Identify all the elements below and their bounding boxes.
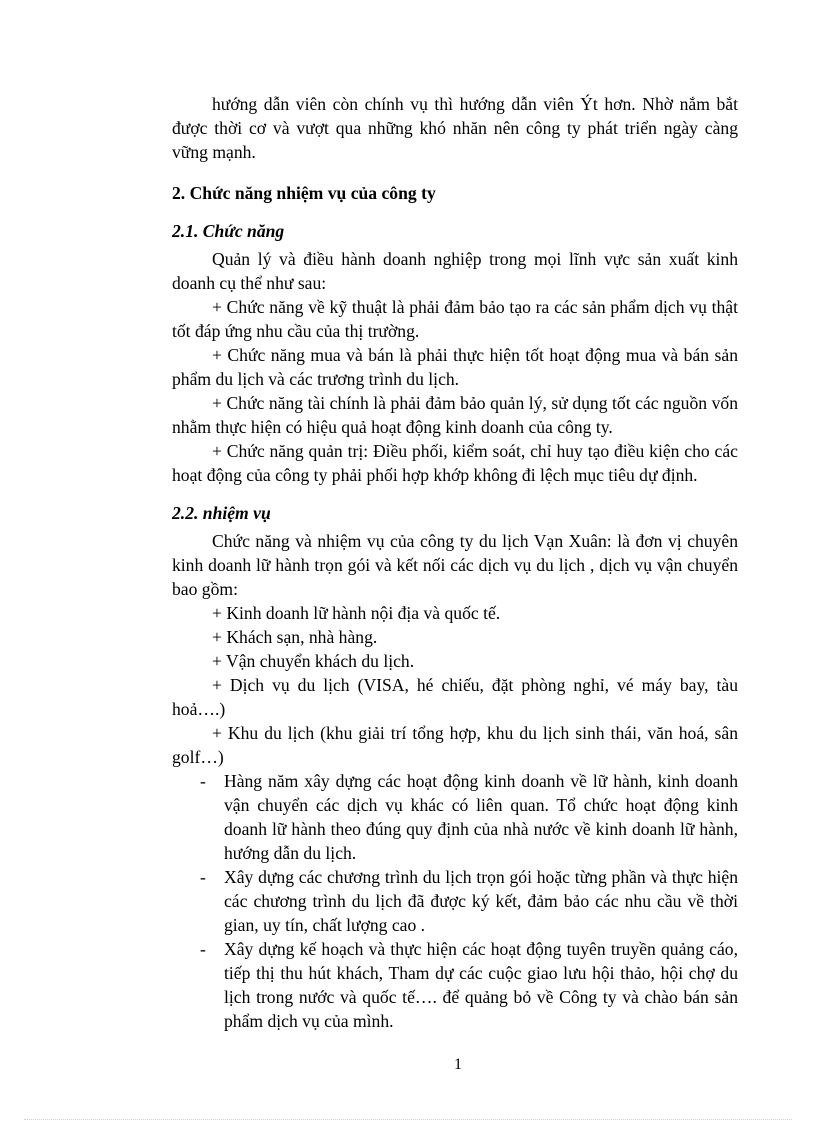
paragraph: + Vận chuyển khách du lịch. (212, 651, 415, 671)
list-item-text: Xây dựng kế hoạch và thực hiện các hoạt động tuyên truyền quảng cáo, tiếp thị thu hút khách, Tham dự các cuộc giao lưu hội thảo, hội chợ du lịch trong nước và quốc tế…. để quảng bỏ về Công ty và chào bán sản phẩm dịch vụ của mình. (224, 939, 738, 1031)
paragraph: Quản lý và điều hành doanh nghiệp trong mọi lĩnh vực sản xuất kinh doanh cụ thể như sau: (172, 249, 738, 293)
list-item (172, 769, 738, 865)
paragraph: + Chức năng tài chính là phải đảm bảo quản lý, sử dụng tốt các nguồn vốn nhằm thực hiện có hiệu quả hoạt động kinh doanh của công ty. (172, 393, 738, 437)
list-item-text: Hàng năm xây dựng các hoạt động kinh doanh về lữ hành, kinh doanh vận chuyển các dịch vụ khác có liên quan. Tổ chức hoạt động kinh doanh lữ hành theo đúng quy định của nhà nước về kinh doanh lữ hành, hướng dẫn du lịch. (224, 771, 738, 863)
paragraph: + Khu du lịch (khu giải trí tổng hợp, khu du lịch sinh thái, văn hoá, sân golf…) (172, 723, 738, 767)
list-item (172, 937, 738, 1033)
paragraph: + Khách sạn, nhà hàng. (212, 627, 378, 647)
intro-paragraph: hướng dẫn viên còn chính vụ thì hướng dẫn viên Ýt hơn. Nhờ nắm bắt được thời cơ và vượt qua những khó nhăn nên công ty phát triển ngày càng vững mạnh. (172, 94, 738, 162)
list-item-text: Xây dựng các chương trình du lịch trọn gói hoặc từng phần và thực hiện các chương trình du lịch đã được ký kết, đảm bảo các nhu cầu về thời gian, uy tín, chất lượng cao . (224, 867, 738, 935)
paragraph: + Dịch vụ du lịch (VISA, hé chiếu, đặt phòng nghỉ, vé máy bay, tàu hoả….) (172, 675, 738, 719)
bullet-dash: - (200, 771, 206, 791)
bullet-dash: - (200, 867, 206, 887)
list-item (172, 865, 738, 937)
page-number: 1 (454, 1056, 462, 1073)
section-2-heading: 2. Chức năng nhiệm vụ của công ty (172, 183, 436, 203)
duties-list (172, 769, 738, 1033)
paragraph: + Chức năng về kỹ thuật là phải đảm bảo tạo ra các sản phẩm dịch vụ thật tốt đáp ứng nhu cầu của thị trường. (172, 297, 738, 341)
bullet-dash: - (200, 939, 206, 959)
paragraph: + Kinh doanh lữ hành nội địa và quốc tế. (212, 603, 501, 623)
page-body (172, 92, 738, 1033)
paragraph: + Chức năng quản trị: Điều phối, kiểm soát, chỉ huy tạo điều kiện cho các hoạt động của công ty phải phối hợp khớp không đi lệch mục tiêu dự định. (172, 441, 738, 485)
section-2-1-heading: 2.1. Chức năng (172, 221, 285, 241)
page-bottom-divider (24, 1119, 792, 1120)
paragraph: Chức năng và nhiệm vụ của công ty du lịch Vạn Xuân: là đơn vị chuyên kinh doanh lữ hành trọn gói và kết nối các dịch vụ du lịch , dịch vụ vận chuyển bao gồm: (172, 531, 738, 599)
paragraph: + Chức năng mua và bán là phải thực hiện tốt hoạt động mua và bán sản phẩm du lịch và các trương trình du lịch. (172, 345, 738, 389)
section-2-2-heading: 2.2. nhiệm vụ (172, 503, 271, 523)
